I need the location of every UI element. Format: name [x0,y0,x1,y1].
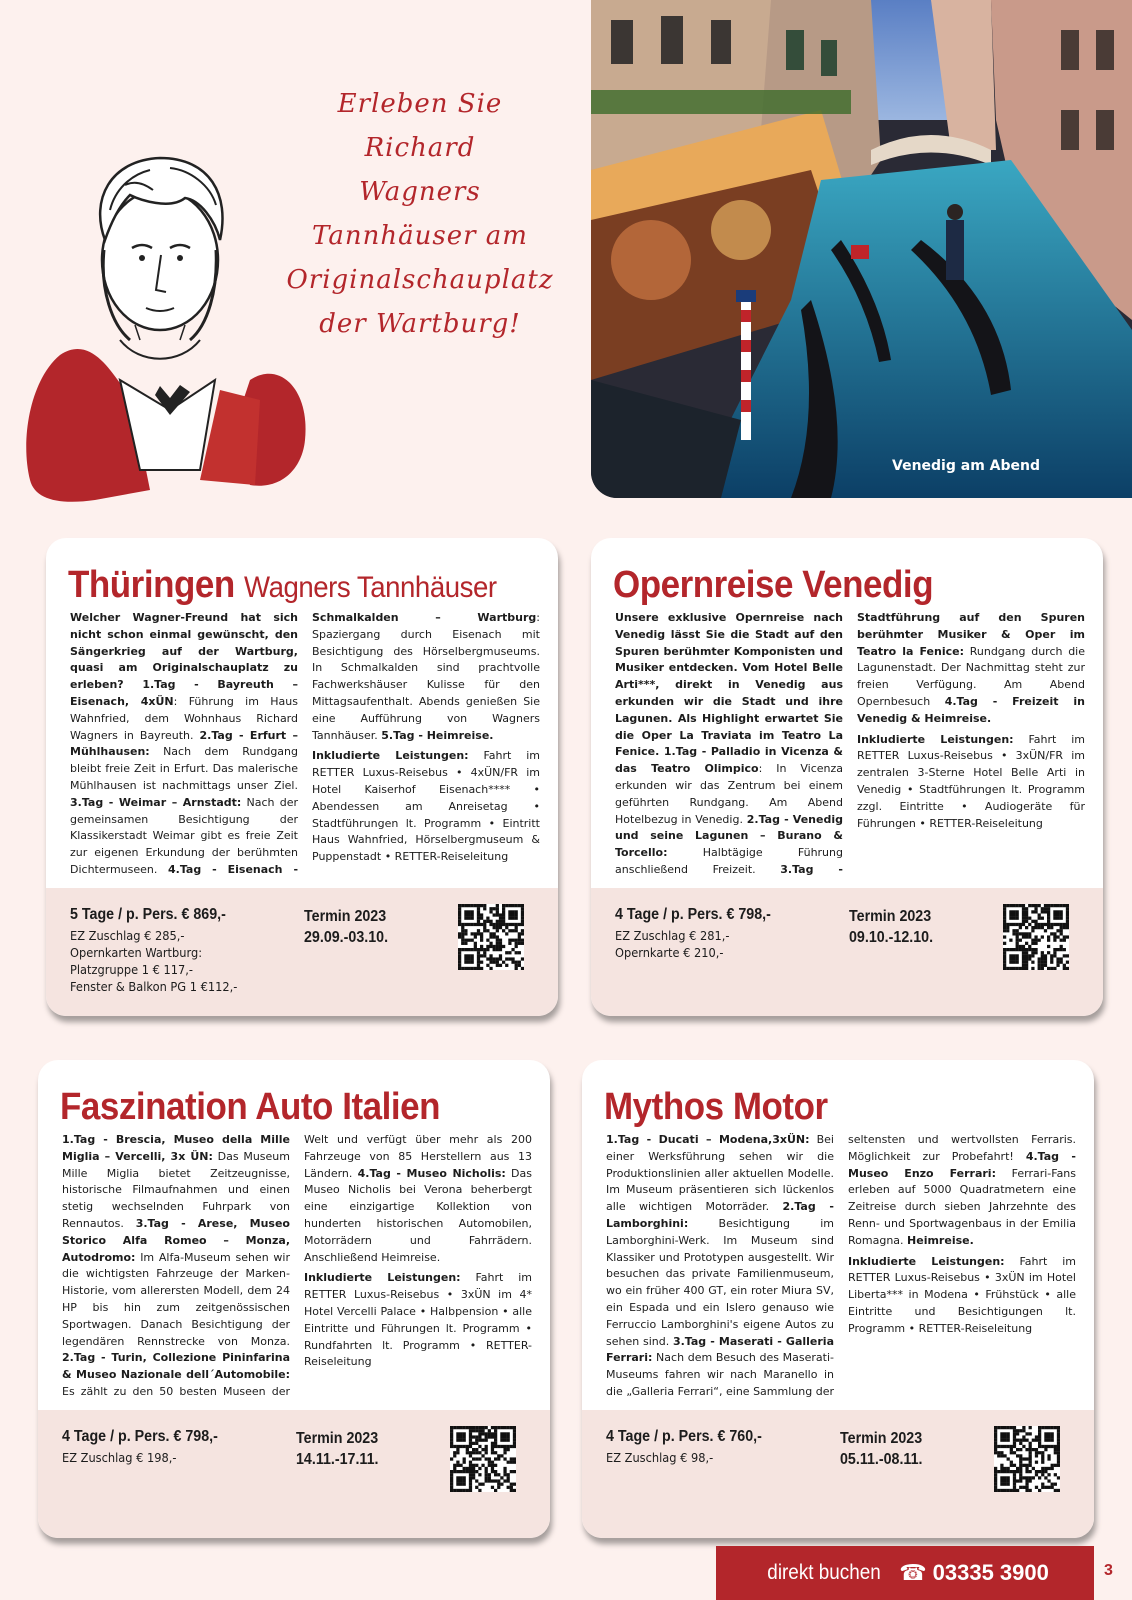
venice-photo [591,0,1132,498]
price-note: EZ Zuschlag € 198,- [62,1451,177,1465]
price-note: EZ Zuschlag € 281,- [615,929,730,943]
termin [304,906,388,948]
bold-text: 2.Tag - Venedig und seine Lagunen – Burano & Torcello: [615,812,843,860]
price-bar [591,888,1103,1016]
body-text: Das Museo Nicholis bei Verona beherbergt eine einzigartige Kollektion von hunderten historischen Automobilen, Motorrädern und Fahrrädern. Anschließend Heimreise. [304,1166,532,1264]
bold-text: 3.Tag - Arese, Museo Storico Alfa Romeo – Monza, Autodromo: [62,1216,290,1264]
body-text: Nach dem Besuch des Maserati-Museums fahren wir nach Maranello in die „Galleria Ferrari“, eine Sammlung der seltensten und wertvollsten Ferraris. Möglichkeit zur Probefahrt! [606,1133,1076,1398]
included-services-text [848,1254,1076,1338]
body-text: Rundgang durch die Lagunenstadt. Der Nachmittag steht zur freien Verfügung. Am Abend Opernbesuch [857,644,1085,708]
price-label: 4 Tage / p. Pers. € 760,- [606,1428,762,1445]
price-bar [582,1410,1094,1538]
price-note: EZ Zuschlag € 285,- [70,929,185,943]
body-text: : In Vicenza erkunden wir das Zentrum bei einem geführten Rundgang. Am Abend Hotelbezug in Venedig. [615,762,843,826]
card-title [68,564,497,607]
price-label: 4 Tage / p. Pers. € 798,- [615,906,771,923]
bold-text: 2.Tag - Lamborghini: [606,1200,834,1230]
body-text: Nach der gemeinsamen Besichtigung der Klassikerstadt Weimar gibt es freie Zeit zur eigenen Erkundung der berühmten Dichtermuseen. [70,795,298,876]
headline-line: Tannhäuser am [312,221,528,251]
qr-code-icon[interactable] [450,1426,516,1492]
tour-card-auto-italien [38,1060,550,1538]
body-text: Nach dem Rundgang bleibt freie Zeit in Erfurt. Das malerische Mühlhausen ist nachmittags unser Ziel. [70,745,298,792]
headline-line: Originalschauplatz [286,265,554,295]
bold-text: Inkludierte Leistungen: [857,732,1014,746]
price-label: 5 Tage / p. Pers. € 869,- [70,906,226,923]
body-text: Fahrt im RETTER Luxus-Reisebus • 4xÜN/FR im Hotel Kaiserhof Eisenach**** • Abendessen am Anreisetag • Stadtführungen lt. Programm • Eintritt Haus Wahnfried, Hörselbergmuseum & Puppenstadt • RETTER-Reiseleitung [312,749,540,864]
bold-text: Unsere exklusive Opernreise nach Venedig lässt Sie die Stadt auf den Spuren berühmter Komponisten und Musiker entdecken. Vom Hotel Belle Arti***, direkt in Venedig aus erkunden wir die Stadt und ihre Lagunen. Als Highlight erwartet Sie die Oper La Traviata im Teatro La Fenice. 1.Tag - Palladio in Vicenza & das Teatro Olimpico [615,611,843,776]
qr-code-icon[interactable] [458,904,524,970]
body-text: Bei einer Werksführung sehen wir die Produktionslinien aller aktuellen Modelle. Im Museum präsentieren sich lückenlos alle wichtigen Motorräder. [606,1133,834,1214]
card-description [62,1132,532,1408]
termin-label: Termin 2023 [304,908,387,925]
price-notes [615,928,729,962]
booking-bar[interactable] [716,1546,1094,1600]
qr-code-icon[interactable] [1003,904,1069,970]
termin-date: 05.11.-08.11. [840,1451,923,1468]
venice-canal-image [591,0,1132,498]
bold-text: 1.Tag - Brescia, Museo della Mille Miglia – Vercelli, 3x ÜN: [62,1133,290,1163]
headline-line: Wagners [359,177,481,207]
termin [296,1428,378,1470]
bold-text: Inkludierte Leistungen: [312,749,469,763]
termin-date: 09.10.-12.10. [849,929,934,946]
bold-text: Inkludierte Leistungen: [848,1254,1005,1268]
termin [849,906,933,948]
bold-text: 5.Tag - Heimreise. [381,728,494,742]
tour-card-mythos-motor [582,1060,1094,1538]
price-notes [70,928,237,996]
body-text: Fahrt im RETTER Luxus-Reisebus • 3xÜN im 4* Hotel Vercelli Palace • Halbpension • alle Eintritte und Führungen lt. Programm • Rundfahrten lt. Programm • RETTER-Reiseleitung [304,1271,532,1369]
bold-text: 4.Tag - Eisenach - Schmalkalden – Wartburg [167,611,537,876]
phone-number[interactable]: 03335 3900 [932,1560,1049,1585]
tour-card-venedig [591,538,1103,1016]
tour-card-thueringen [46,538,558,1016]
body-text: Fahrt im RETTER Luxus-Reisebus • 3xÜN im Hotel Liberta*** in Modena • Frühstück • alle Eintritte und Besichtigungen lt. Programm • RETTER-Reiseleitung [848,1254,1076,1335]
price-note: Opernkarte € 210,- [615,946,724,960]
termin-label: Termin 2023 [849,908,932,925]
card-description [70,610,540,886]
body-text: Halbtägige Führung anschließend Freizeit. [615,846,843,876]
body-text: Im Alfa-Museum sehen wir die wichtigsten Fahrzeuge der Marken-Historie, vom allerersten Modell, dem 24 HP bis hin zum zeitgenössischen Sportwagen. Danach Besichtigung der legendären Rennstrecke von Monza. [62,1250,290,1348]
photo-caption: Venedig am Abend [892,458,1040,474]
body-text: : Führung im Haus Wahnfried, dem Wohnhaus Richard Wagners in Bayreuth. [70,694,298,742]
card-title-text: Thüringen [68,564,235,606]
body-text: Besichtigung im Lamborghini-Werk. Im Museum sind Klassiker und Prototypen ausgestellt. Wir besuchen das private Familienmuseum, wo ein früher 400 GT, ein roter Miura SV, ein Espada und ein Islero genauso wie Ferruccio Lamborghini's eigene Autos zu sehen sind. [606,1216,834,1348]
bold-text: 1.Tag - Ducati – Modena,3xÜN: [606,1133,810,1146]
card-title: Faszination Auto Italien [60,1086,441,1128]
body-text: Fahrt im RETTER Luxus-Reisebus • 3xÜN/FR im zentralen 3-Sterne Hotel Belle Arti in Venedig • Stadtführungen lt. Programm zzgl. Eintritte • Audiogeräte für Führungen • RETTER-Reiseleitung [857,732,1085,830]
termin [840,1428,922,1470]
bold-text: 4.Tag - Museo Nicholis: [357,1166,506,1180]
card-description [615,610,1085,886]
headline-line: der Wartburg! [319,309,521,339]
included-services-text [312,748,540,866]
body-text: Das Museum Mille Miglia bietet Zeitzeugnisse, historische Filmaufnahmen und einen stetig wechselnden Fuhrpark von Rennautos. [62,1149,290,1230]
headline-script [270,82,570,346]
card-title: Opernreise Venedig [613,564,934,606]
price-bar [38,1410,550,1538]
termin-date: 29.09.-03.10. [304,929,389,946]
bold-text: Inkludierte Leistungen: [304,1271,461,1285]
card-description [606,1132,1076,1408]
body-text: : Spaziergang durch Eisenach mit Besichtigung des Hörselbergmuseums. In Schmalkalden sind prachtvolle Fachwerkshäuser Kulisse für den Mittagsaufenthalt. Abends genießen Sie eine Aufführung von Wagners Tannhäuser. [312,611,540,742]
bold-text: 2.Tag - Erfurt – Mühlhausen: [70,728,298,759]
price-bar [46,888,558,1016]
qr-code-icon[interactable] [994,1426,1060,1492]
price-label: 4 Tage / p. Pers. € 798,- [62,1428,218,1445]
phone-icon: ☎ [899,1560,927,1585]
body-text: Ferrari-Fans erleben auf 5000 Quadratmetern eine Zeitreise durch sieben Jahrzehnte des Renn- und Sportwagenbaus in der Emilia Romagna. [848,1166,1076,1247]
page-number: 3 [1104,1562,1113,1579]
bold-text: Heimreise. [907,1233,974,1247]
bold-text: Welcher Wagner-Freund hat sich nicht schon einmal gewünscht, den Sängerkrieg auf der Wartburg, quasi am Originalschauplatz zu erleben? 1.Tag - Bayreuth – Eisenach, 4xÜN [70,611,298,708]
bold-text: 4.Tag - Museo Enzo Ferrari: [848,1149,1076,1180]
termin-label: Termin 2023 [296,1430,379,1447]
bold-text: 4.Tag - Freizeit in Venedig & Heimreise. [857,694,1085,725]
headline-line: Erleben Sie [337,89,503,119]
headline-line: Richard [364,133,476,163]
termin-label: Termin 2023 [840,1430,923,1447]
termin-date: 14.11.-17.11. [296,1451,379,1468]
bold-text: 3.Tag - Maserati - Galleria Ferrari: [606,1334,834,1365]
included-services-text [857,732,1085,833]
card-title: Mythos Motor [604,1086,828,1128]
card-subtitle: Wagners Tannhäuser [244,571,497,604]
price-note: Platzgruppe 1 € 117,- [70,963,193,977]
bold-text: 3.Tag - Stadtführung auf den Spuren berühmter Musiker & Oper im Teatro la Fenice: [780,611,1085,876]
price-note: Opernkarten Wartburg: [70,946,203,960]
price-notes [62,1450,176,1467]
price-note: EZ Zuschlag € 98,- [606,1451,714,1465]
body-text: Es zählt zu den 50 besten Museen der Welt und verfügt über mehr als 200 Fahrzeuge von 85 Herstellern aus 13 Ländern. [62,1133,532,1398]
price-note: Fenster & Balkon PG 1 €112,- [70,980,238,994]
price-notes [606,1450,713,1467]
bold-text: 3.Tag - Weimar – Arnstadt: [70,795,242,809]
booking-label: direkt buchen [767,1561,881,1584]
bold-text: 2.Tag - Turin, Collezione Pininfarina & Museo Nazionale dell´Automobile: [62,1351,290,1382]
included-services-text [304,1270,532,1371]
